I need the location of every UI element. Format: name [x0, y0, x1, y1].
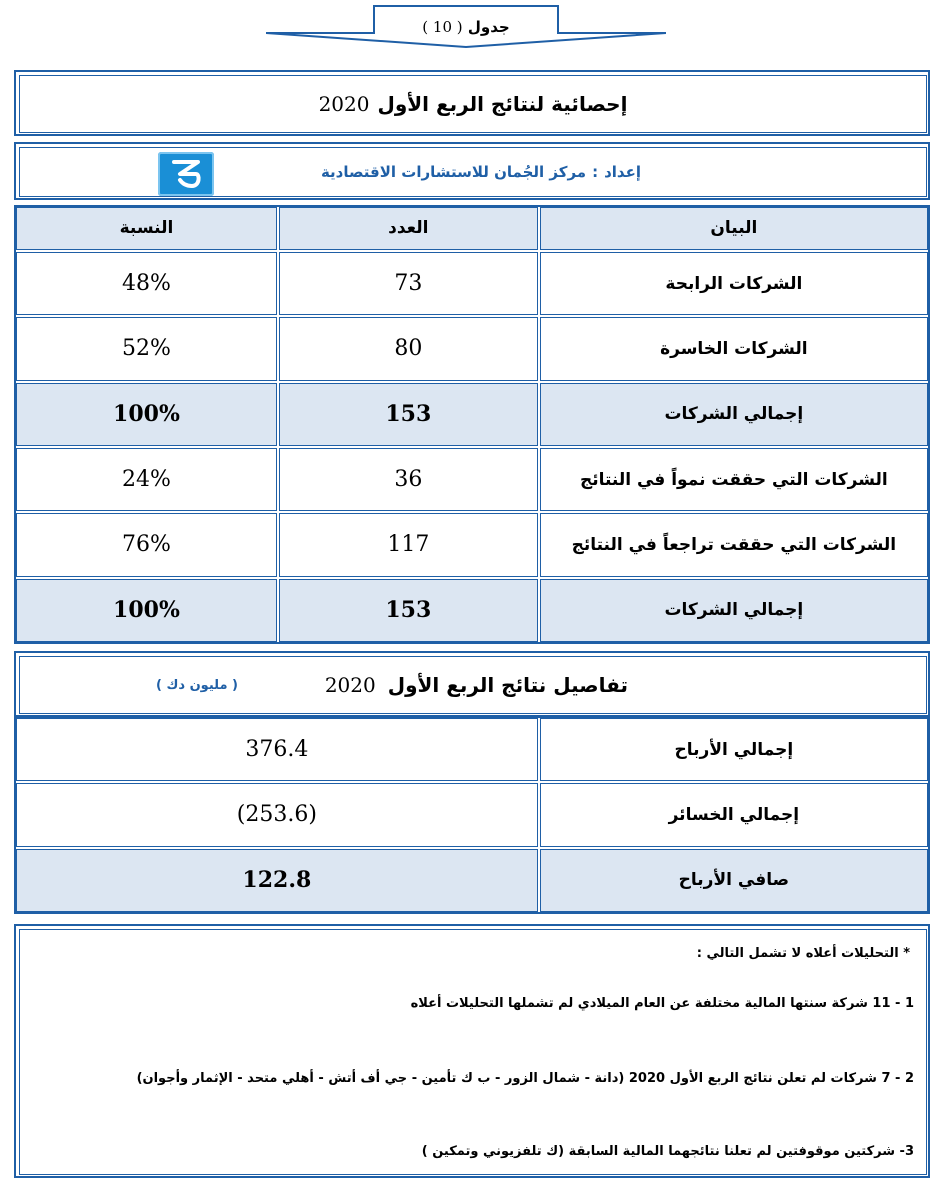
- table-row: [16, 783, 928, 846]
- details-title-box: [14, 651, 930, 717]
- table-row: [16, 718, 928, 781]
- header-label: البيان: [540, 207, 928, 250]
- pct-cell: 76%: [16, 513, 277, 576]
- table-label-number: ( 10 ): [422, 18, 463, 36]
- table-row: [16, 448, 928, 511]
- count-cell: 80: [279, 317, 538, 380]
- pct-cell: 24%: [16, 448, 277, 511]
- stats-table: [14, 205, 930, 644]
- count-cell: 73: [279, 252, 538, 315]
- notes-box: [14, 924, 930, 1178]
- label-cell: الشركات التي حققت نمواً في النتائج: [540, 448, 928, 511]
- label-cell: صافي الأرباح: [540, 849, 928, 912]
- prepared-by-name: مركز الجُمان للاستشارات الاقتصادية: [320, 163, 587, 181]
- pct-cell: 100%: [16, 383, 277, 446]
- value-cell: 376.4: [16, 718, 538, 781]
- count-cell: 153: [279, 579, 538, 642]
- count-cell: 36: [279, 448, 538, 511]
- label-cell: الشركات التي حققت تراجعاً في النتائج: [540, 513, 928, 576]
- value-cell: (253.6): [16, 783, 538, 846]
- header-pct: النسبة: [16, 207, 277, 250]
- prepared-by-box: [14, 142, 930, 200]
- note-item: 3- شركتين موقوفتين لم تعلنا نتائجهما المالية السابقة (ك تلفزيوني وتمكين ): [421, 1144, 914, 1159]
- note-item: 1 - 11 شركة سنتها المالية مختلفة عن العام الميلادي لم تشملها التحليلات أعلاه: [410, 996, 914, 1011]
- note-item: 2 - 7 شركات لم تعلن نتائج الربع الأول 2020 (دانة - شمال الزور - ب ك تأمين - جي أف أتش - أهلي متحد - الإثمار وأجوان): [136, 1071, 914, 1086]
- stats-header-row: [16, 207, 928, 250]
- prepared-by-label: إعداد: [604, 163, 641, 181]
- title-year: 2020: [318, 92, 370, 116]
- total-row: [16, 383, 928, 446]
- details-table: [14, 716, 930, 914]
- count-cell: 153: [279, 383, 538, 446]
- table-row: [16, 252, 928, 315]
- notes-heading: * التحليلات أعلاه لا تشمل التالي :: [696, 946, 910, 961]
- pct-cell: 100%: [16, 579, 277, 642]
- table-row: [16, 317, 928, 380]
- prepared-by-inner: [19, 147, 927, 197]
- label-cell: الشركات الخاسرة: [540, 317, 928, 380]
- title-inner: [19, 75, 927, 133]
- total-row: [16, 579, 928, 642]
- table-label: [266, 18, 666, 36]
- label-cell: إجمالي الأرباح: [540, 718, 928, 781]
- pct-cell: 48%: [16, 252, 277, 315]
- logo-glyph-icon: [166, 156, 206, 192]
- table-label-banner: [266, 0, 666, 48]
- table-label-word: جدول: [467, 18, 510, 36]
- value-cell: 122.8: [16, 849, 538, 912]
- details-title: [325, 657, 628, 713]
- prepared-by: [321, 148, 641, 196]
- pct-cell: 52%: [16, 317, 277, 380]
- page-title: إحصائية لنتائج الربع الأول: [377, 92, 628, 116]
- total-row: [16, 849, 928, 912]
- title-box: [14, 70, 930, 136]
- details-year: 2020: [324, 673, 376, 697]
- label-cell: إجمالي الشركات: [540, 579, 928, 642]
- details-title-text: تفاصيل نتائج الربع الأول: [387, 673, 628, 697]
- header-count: العدد: [279, 207, 538, 250]
- count-cell: 117: [279, 513, 538, 576]
- notes-inner: [19, 929, 927, 1175]
- unit-label: ( مليون دك ): [156, 677, 238, 693]
- label-cell: إجمالي الخسائر: [540, 783, 928, 846]
- logo-icon: [158, 152, 214, 196]
- details-title-inner: [19, 656, 927, 714]
- table-row: [16, 513, 928, 576]
- label-cell: الشركات الرابحة: [540, 252, 928, 315]
- label-cell: إجمالي الشركات: [540, 383, 928, 446]
- prepared-by-separator: :: [592, 163, 599, 181]
